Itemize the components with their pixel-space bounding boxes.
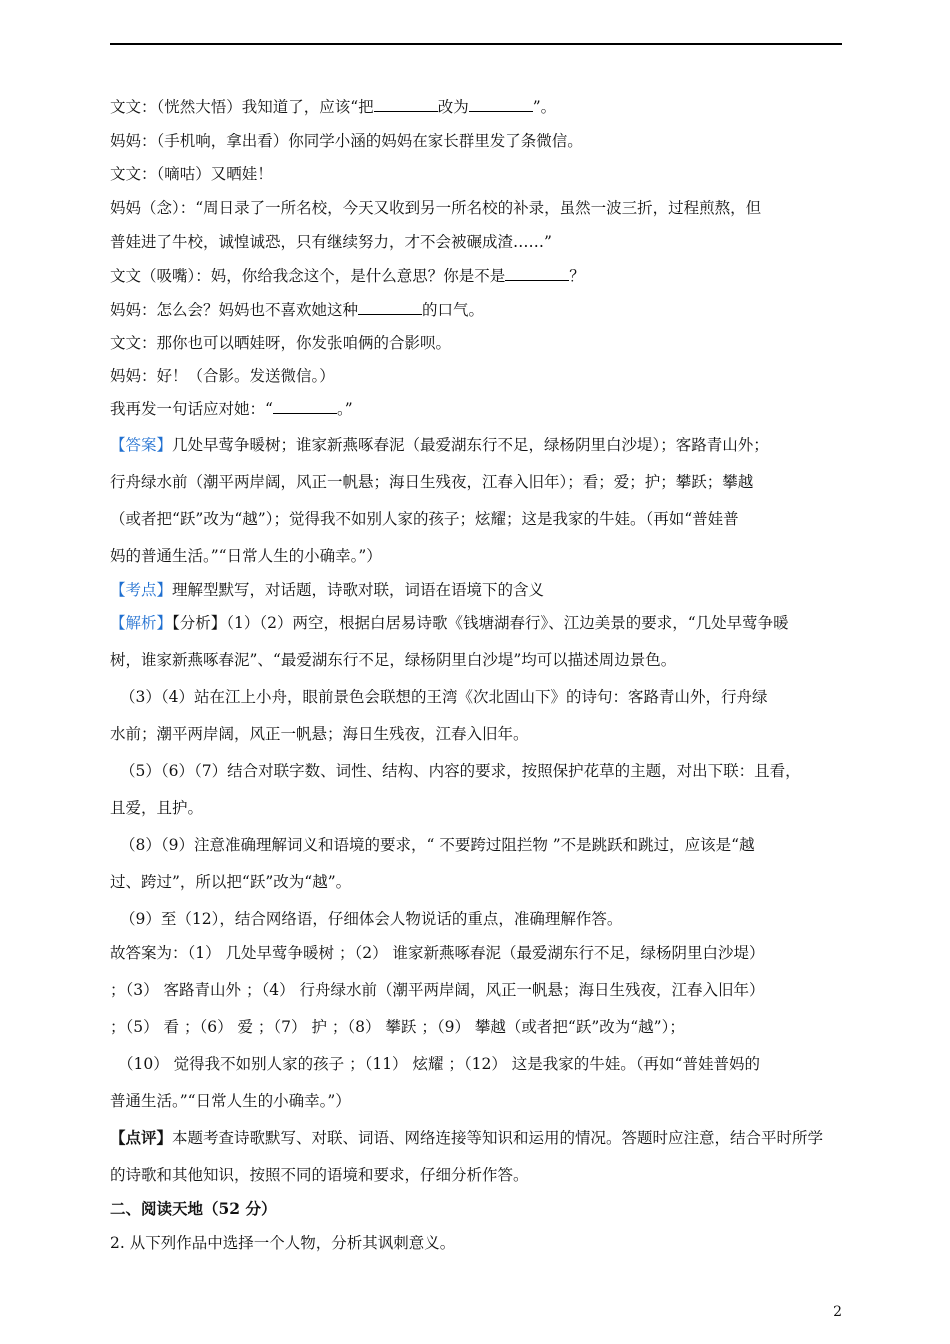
dialogue-line-1: 文文：（恍然大悟）我知道了，应该“把 改为 ”。 — [110, 98, 557, 116]
analysis-line: （8）（9）注意准确理解词义和语境的要求，“ 不要跨过阻拦物 ”不是跳跃和跳过，应该是“越 — [120, 836, 755, 854]
kaodian-line: 【考点】理解型默写，对话题，诗歌对联，词语在语境下的含义 — [110, 581, 545, 599]
analysis-line: （9）至（12），结合网络语，仔细体会人物说话的重点，准确理解作答。 — [120, 910, 623, 928]
dialogue-line-6: 文文（吸嘴）：妈，你给我念这个，是什么意思？你是不是 ？ — [110, 267, 585, 285]
dialogue-line-8: 文文：那你也可以晒娃呀，你发张咱俩的合影呗。 — [110, 334, 452, 352]
dialogue-line-10: 我再发一句话应对她：“ 。” — [110, 400, 353, 418]
analysis-line: 且爱，且护。 — [110, 799, 204, 817]
fill-blank[interactable] — [273, 399, 337, 414]
kaodian-tag: 【考点】 — [110, 581, 173, 599]
comment-block — [110, 1127, 842, 1186]
fill-blank[interactable] — [469, 97, 533, 112]
analysis-line: （3）（4）站在江上小舟，眼前景色会联想的王湾《次北固山下》的诗句：客路青山外，行舟绿 — [120, 688, 768, 706]
dialogue-line-3: 文文：（嘀咕）又晒娃！ — [110, 165, 273, 183]
analysis-line: 过、跨过”，所以把“跃”改为“越”。 — [110, 873, 352, 891]
answer-line: 【答案】几处早莺争暖树；谁家新燕啄春泥（最爱湖东行不足，绿杨阴里白沙堤）；客路青山外； — [110, 436, 769, 454]
dialogue-line-5: 普娃进了牛校，诚惶诚恐，只有继续努力，才不会被碾成渣……” — [110, 233, 552, 251]
answer-tag: 【答案】 — [110, 436, 173, 454]
analysis-line: （5）（6）（7）结合对联字数、词性、结构、内容的要求，按照保护花草的主题，对出下联：且看， — [120, 762, 801, 780]
document-body — [110, 96, 842, 1254]
dialogue-line-9: 妈妈：好！（合影。发送微信。） — [110, 367, 335, 385]
question-2: 2. 从下列作品中选择一个人物，分析其讽刺意义。 — [110, 1234, 456, 1252]
answer-line: 行舟绿水前（潮平两岸阔，风正一帆悬；海日生残夜，江春入旧年）；看；爱；护；攀跃；攀越 — [110, 473, 754, 491]
jiexi-tag: 【解析】 — [110, 614, 173, 632]
header-rule — [110, 43, 842, 45]
fenxi-tag: 【分析】 — [172, 614, 227, 632]
fill-blank[interactable] — [358, 300, 422, 315]
dialogue-line-7: 妈妈：怎么会？妈妈也不喜欢她这种 的口气。 — [110, 301, 485, 319]
final-answer-line: （10） 觉得我不如别人家的孩子 ；（11） 炫耀 ；（12） 这是我家的牛娃。（再如“普娃普妈的 — [118, 1055, 760, 1073]
final-answer-block — [110, 942, 842, 1112]
dianping-tag: 【点评】 — [110, 1128, 173, 1147]
final-answer-line: ；（5） 看 ；（6） 爱 ；（7） 护 ；（8） 攀跃 ；（9） 攀越（或者把“跃”改为“越”）； — [110, 1018, 685, 1036]
answer-line: 妈的普通生活。”“日常人生的小确幸。”） — [110, 547, 382, 565]
analysis-line: 树，谁家新燕啄春泥”、“最爱湖东行不足，绿杨阴里白沙堤”均可以描述周边景色。 — [110, 651, 677, 669]
comment-line: 【点评】本题考查诗歌默写、对联、词语、网络连接等知识和运用的情况。答题时应注意，结合平时所学 — [110, 1128, 824, 1147]
final-answer-line: 故答案为：（1） 几处早莺争暖树 ；（2） 谁家新燕啄春泥（最爱湖东行不足，绿杨阴里白沙堤） — [110, 944, 765, 962]
dialogue-line-2: 妈妈：（手机响，拿出看）你同学小涵的妈妈在家长群里发了条微信。 — [110, 132, 583, 150]
analysis-block — [110, 612, 842, 930]
fill-blank[interactable] — [374, 97, 438, 112]
comment-line: 的诗歌和其他知识，按照不同的语境和要求，仔细分析作答。 — [110, 1166, 529, 1184]
dialogue-line-4: 妈妈（念）：“周日录了一所名校，今天又收到另一所名校的补录，虽然一波三折，过程煎熬，但 — [110, 199, 762, 217]
final-answer-line: 普通生活。”“日常人生的小确幸。”） — [110, 1092, 351, 1110]
analysis-line: 【解析】【分析】（1）（2）两空，根据白居易诗歌《钱塘湖春行》、江边美景的要求，“几处早莺争暖 — [110, 614, 789, 632]
analysis-line: 水前；潮平两岸阔，风正一帆悬；海日生残夜，江春入旧年。 — [110, 725, 529, 743]
answer-line: （或者把“跃”改为“越”）；觉得我不如别人家的孩子；炫耀；这是我家的牛娃。（再如“普娃普 — [110, 510, 739, 528]
section-title: 二、阅读天地（52 分） — [110, 1199, 277, 1218]
answer-block — [110, 434, 842, 567]
fill-blank[interactable] — [505, 266, 569, 281]
final-answer-line: ；（3） 客路青山外 ；（4） 行舟绿水前（潮平两岸阔，风正一帆悬；海日生残夜，江春入旧年） — [110, 981, 765, 999]
page-number: 2 — [833, 1304, 842, 1320]
